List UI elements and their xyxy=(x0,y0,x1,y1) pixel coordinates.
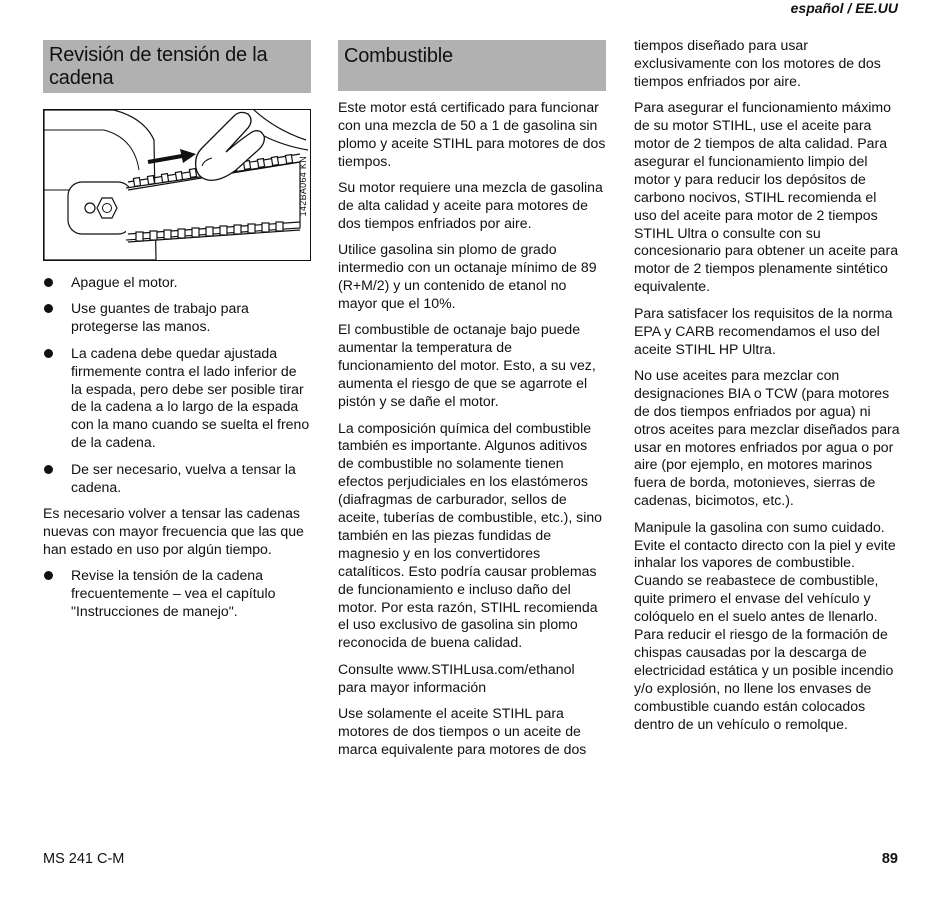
page-number: 89 xyxy=(881,851,898,867)
list-item: La cadena debe quedar ajustada firmemente contra el lado inferior de la espada, pero debe ser posible tirar de la cadena a lo largo de la espada con la mano cuando se suelta el freno de la cadena. xyxy=(43,345,311,452)
body-paragraph: Para asegurar el funcionamiento máximo de su motor STIHL, use el aceite para motor de 2 tiempos de alta calidad. Para asegurar el funcionamiento limpio del motor y para reducir los depósitos de carbono nocivos, STIHL recomienda el uso del aceite para motor de 2 tiempos STIHL Ultra o consulte con su concesionario para obtener un aceite para motor de 2 tiempos plenamente sintético equivalente. xyxy=(634,99,899,295)
body-paragraph: La composición química del combustible también es importante. Algunos aditivos de combustible no solamente tienen efectos perjudiciales en los elastómeros (diafragmas de carburador, sellos de aceite, tuberías de combustible, etc.), sino también en las piezas fundidas de magnesio y en los convertidores catalíticos. Esto podría causar problemas de funcionamiento e incluso daño del motor. Por esta razón, STIHL recomienda el uso exclusivo de gasolina sin plomo reconocida de buena calidad. xyxy=(338,419,603,651)
body-paragraph: Para satisfacer los requisitos de la norma EPA y CARB recomendamos el uso del aceite STIHL HP Ultra. xyxy=(634,304,893,357)
body-paragraph: Manipule la gasolina con sumo cuidado. Evite el contacto directo con la piel y evite inhalar los vapores de combustible. Cuando se reabastece de combustible, quite primero el envase del vehículo y colóquelo en el suelo antes de llenarlo. Para reducir el riesgo de la formación de chispas causadas por la descarga de electricidad estática y un posible incendio y/o explosión, no llene los envases de combustible cuando están colocados dentro de un vehículo o remolque. xyxy=(634,518,896,732)
chain-tension-illustration xyxy=(43,109,311,261)
footer-model: MS 241 C-M xyxy=(43,851,125,867)
body-paragraph: Consulte www.STIHLusa.com/ethanol para mayor información xyxy=(338,660,575,695)
language-label: español / EE.UU xyxy=(790,0,898,16)
column-fuel xyxy=(338,40,606,767)
list-item: De ser necesario, vuelva a tensar la cadena. xyxy=(43,461,311,497)
column-chain-tension xyxy=(43,40,311,629)
body-paragraph: El combustible de octanaje bajo puede aumentar la temperatura de funcionamiento del motor. Esto, a su vez, aumenta el riesgo de que se agarrote el pistón y se dañe el motor. xyxy=(338,321,596,410)
fuel-body xyxy=(338,99,606,759)
chain-tension-steps xyxy=(43,274,311,496)
body-paragraph: Es necesario volver a tensar las cadenas nuevas con mayor frecuencia que las que han estado en uso por algún tiempo. xyxy=(43,504,304,557)
body-paragraph: Use solamente el aceite STIHL para motores de dos tiempos o un aceite de marca equivalente para motores de dos xyxy=(338,705,587,757)
body-paragraph: tiempos diseñado para usar exclusivamente con los motores de dos tiempos enfriados por aire. xyxy=(634,37,881,89)
body-paragraph: Utilice gasolina sin plomo de grado intermedio con un octanaje mínimo de 89 (R+M/2) y un contenido de etanol no mayor que el 10%. xyxy=(338,241,597,312)
list-item: Apague el motor. xyxy=(43,274,311,292)
list-item: Use guantes de trabajo para protegerse las manos. xyxy=(43,300,311,336)
chain-tension-check-list xyxy=(43,567,311,621)
section-heading-fuel: Combustible xyxy=(338,40,606,91)
list-item: Revise la tensión de la cadena frecuentemente – vea el capítulo "Instrucciones de manejo". xyxy=(43,567,311,621)
section-heading-chain-tension: Revisión de tensión de la cadena xyxy=(43,40,311,93)
figure-code: 142BA064 KN xyxy=(298,156,308,217)
column-fuel-continued xyxy=(634,37,902,742)
body-paragraph: No use aceites para mezclar con designaciones BIA o TCW (para motores de dos tiempos enfriados por agua) ni otros aceites para mezclar diseñados para usar en motores enfriados por agua o por aire (por ejemplo, en motores marinos fuera de borda, motonieves, sierras de cadenas, bicimotos, etc.). xyxy=(634,366,900,509)
body-paragraph: Este motor está certificado para funcionar con una mezcla de 50 a 1 de gasolina sin plomo y aceite STIHL para motores de dos tiempos. xyxy=(338,99,606,169)
chain-hand-drawing xyxy=(44,110,310,260)
body-paragraph: Su motor requiere una mezcla de gasolina de alta calidad y aceite para motores de dos tiempos enfriados por aire. xyxy=(338,179,603,231)
